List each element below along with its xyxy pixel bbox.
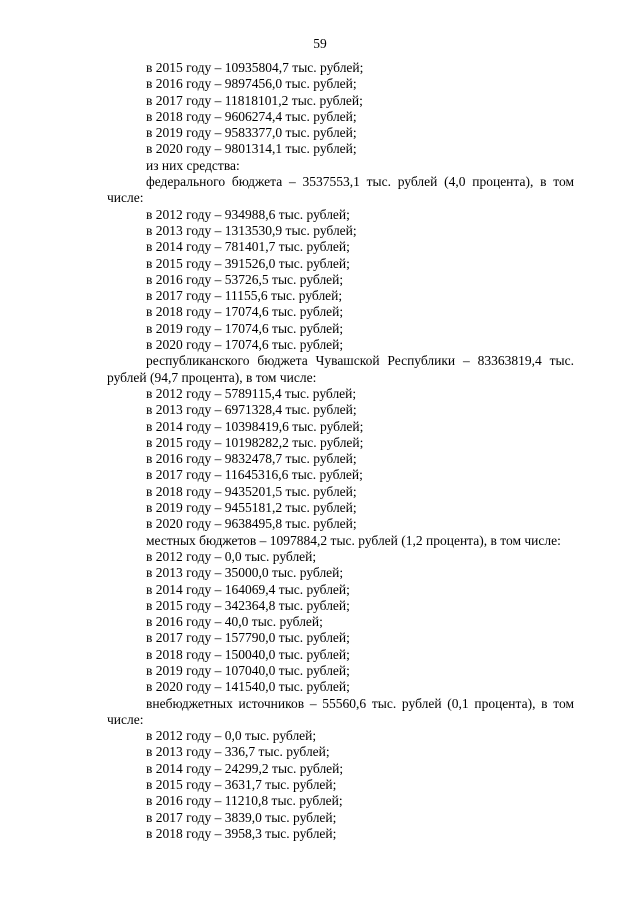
republican-year-line: в 2015 году – 10198282,2 тыс. рублей; bbox=[146, 434, 364, 450]
federal-year-line: в 2019 году – 17074,6 тыс. рублей; bbox=[146, 320, 344, 336]
page-content bbox=[107, 60, 574, 842]
text-line: в 2017 году – 11818101,2 тыс. рублей; bbox=[146, 92, 363, 108]
federal-heading: федерального бюджета – 3537553,1 тыс. рублей (4,0 процента), в том числе: bbox=[107, 174, 574, 206]
federal-year-line: в 2020 году – 17074,6 тыс. рублей; bbox=[146, 337, 344, 353]
republican-year-line: в 2016 году – 9832478,7 тыс. рублей; bbox=[146, 451, 357, 467]
federal-year-line: в 2016 году – 53726,5 тыс. рублей; bbox=[146, 271, 344, 287]
local-heading: местных бюджетов – 1097884,2 тыс. рублей (1,2 процента), в том числе: bbox=[146, 532, 561, 548]
extrabudgetary-year-line: в 2014 году – 24299,2 тыс. рублей; bbox=[146, 760, 344, 776]
republican-year-line: в 2018 году – 9435201,5 тыс. рублей; bbox=[146, 483, 357, 499]
federal-year-line: в 2014 году – 781401,7 тыс. рублей; bbox=[146, 239, 350, 255]
extrabudgetary-year-line: в 2013 году – 336,7 тыс. рублей; bbox=[146, 744, 330, 760]
local-year-line: в 2012 году – 0,0 тыс. рублей; bbox=[146, 548, 317, 564]
republican-year-line: в 2020 году – 9638495,8 тыс. рублей; bbox=[146, 516, 357, 532]
federal-year-line: в 2018 году – 17074,6 тыс. рублей; bbox=[146, 304, 344, 320]
local-year-line: в 2014 году – 164069,4 тыс. рублей; bbox=[146, 581, 350, 597]
local-year-line: в 2019 году – 107040,0 тыс. рублей; bbox=[146, 662, 350, 678]
local-year-line: в 2015 году – 342364,8 тыс. рублей; bbox=[146, 597, 350, 613]
text-line: в 2015 году – 10935804,7 тыс. рублей; bbox=[146, 60, 364, 75]
extrabudgetary-year-line: в 2016 году – 11210,8 тыс. рублей; bbox=[146, 793, 343, 809]
extrabudgetary-year-line: в 2012 году – 0,0 тыс. рублей; bbox=[146, 728, 317, 744]
local-year-line: в 2017 году – 157790,0 тыс. рублей; bbox=[146, 630, 350, 646]
extrabudgetary-year-line: в 2017 году – 3839,0 тыс. рублей; bbox=[146, 809, 337, 825]
local-year-line: в 2016 году – 40,0 тыс. рублей; bbox=[146, 614, 323, 630]
text-line: в 2018 году – 9606274,4 тыс. рублей; bbox=[146, 108, 357, 124]
federal-year-line: в 2015 году – 391526,0 тыс. рублей; bbox=[146, 255, 350, 271]
extrabudgetary-year-line: в 2015 году – 3631,7 тыс. рублей; bbox=[146, 777, 337, 793]
text-line: в 2016 году – 9897456,0 тыс. рублей; bbox=[146, 76, 357, 92]
republican-year-line: в 2017 году – 11645316,6 тыс. рублей; bbox=[146, 467, 363, 483]
extrabudgetary-year-line: в 2018 году – 3958,3 тыс. рублей; bbox=[146, 825, 337, 841]
local-year-line: в 2020 году – 141540,0 тыс. рублей; bbox=[146, 679, 350, 695]
text-line: в 2020 году – 9801314,1 тыс. рублей; bbox=[146, 141, 357, 157]
republican-year-line: в 2013 году – 6971328,4 тыс. рублей; bbox=[146, 402, 357, 418]
republican-year-line: в 2019 году – 9455181,2 тыс. рублей; bbox=[146, 500, 357, 516]
federal-year-line: в 2013 году – 1313530,9 тыс. рублей; bbox=[146, 222, 357, 238]
local-year-line: в 2018 году – 150040,0 тыс. рублей; bbox=[146, 646, 350, 662]
local-year-line: в 2013 году – 35000,0 тыс. рублей; bbox=[146, 565, 344, 581]
republican-year-line: в 2014 году – 10398419,6 тыс. рублей; bbox=[146, 418, 364, 434]
text-line: из них средства: bbox=[146, 157, 240, 173]
federal-year-line: в 2012 году – 934988,6 тыс. рублей; bbox=[146, 206, 350, 222]
republican-year-line: в 2012 году – 5789115,4 тыс. рублей; bbox=[146, 385, 357, 401]
text-line: в 2019 году – 9583377,0 тыс. рублей; bbox=[146, 125, 357, 141]
republican-heading: республиканского бюджета Чувашской Республики – 83363819,4 тыс. рублей (94,7 процента), в том числе: bbox=[107, 353, 574, 385]
extrabudgetary-heading: внебюджетных источников – 55560,6 тыс. рублей (0,1 процента), в том числе: bbox=[107, 695, 574, 727]
page-number: 59 bbox=[313, 36, 327, 51]
federal-year-line: в 2017 году – 11155,6 тыс. рублей; bbox=[146, 288, 343, 304]
